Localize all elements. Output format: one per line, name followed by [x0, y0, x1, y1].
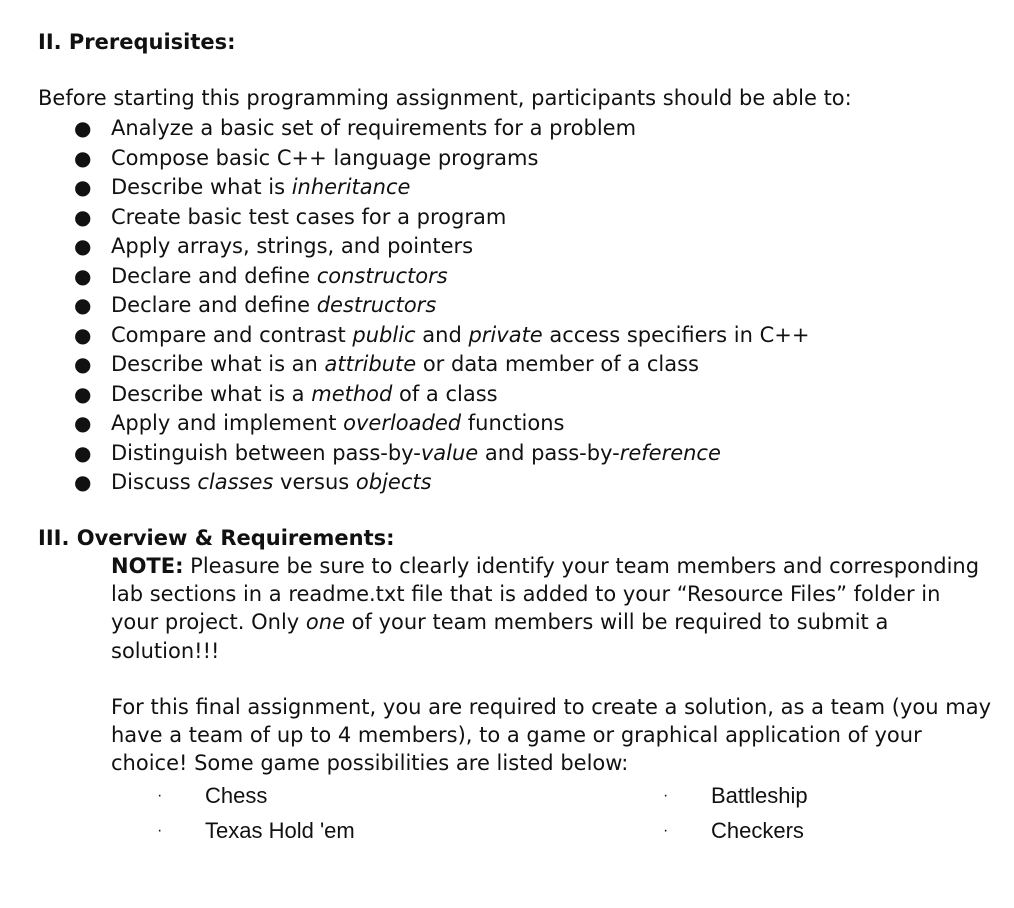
bullet-icon: ● — [74, 411, 92, 435]
game-label: Checkers — [711, 818, 804, 843]
emphasized-term: overloaded — [343, 411, 462, 435]
item-text: of a class — [392, 381, 498, 406]
item-text: Compose basic C++ language programs — [111, 145, 539, 170]
game-label: Texas Hold 'em — [205, 818, 355, 843]
item-text: versus — [273, 470, 356, 494]
item-text: Describe what is a — [111, 381, 312, 406]
game-option — [157, 782, 268, 810]
emphasized-term: inheritance — [291, 175, 411, 199]
item-text: functions — [461, 411, 565, 435]
note-emphasis: one — [305, 610, 345, 635]
emphasized-term: private — [468, 322, 543, 347]
item-text: Create basic test cases for a program — [111, 204, 507, 229]
bullet-icon: ● — [74, 175, 92, 199]
note-paragraph — [111, 552, 981, 665]
bullet-icon: ● — [74, 145, 92, 170]
prerequisites-intro: Before starting this programming assignment, participants should be able to: — [38, 86, 852, 110]
bullet-icon: ● — [74, 440, 92, 465]
emphasized-term: classes — [197, 470, 274, 494]
bullet-icon: ● — [74, 234, 92, 258]
emphasized-term: destructors — [316, 293, 437, 317]
item-text: Compare and contrast — [111, 322, 353, 347]
game-option — [663, 817, 804, 845]
emphasized-term: reference — [619, 440, 721, 465]
item-text: Apply arrays, strings, and pointers — [111, 234, 474, 258]
emphasized-term: attribute — [324, 352, 417, 376]
bullet-icon: ● — [74, 293, 92, 317]
prerequisite-item — [0, 144, 809, 174]
item-text: Distinguish between pass-by- — [111, 440, 421, 465]
item-text: Declare and define — [111, 293, 317, 317]
note-label: NOTE: — [111, 554, 184, 578]
prerequisite-item — [0, 203, 809, 233]
item-text: and — [415, 322, 469, 347]
prerequisite-item — [0, 468, 809, 498]
game-option — [663, 782, 808, 810]
game-label: Battleship — [711, 783, 808, 808]
bullet-icon: · — [157, 822, 163, 839]
note-text-start: Pleasure be sure to clearly identify your team members and corresponding lab sections in a readme.txt file that is added to your “Resource Files” folder in your project. Only — [111, 554, 980, 635]
prerequisite-item — [0, 439, 809, 469]
emphasized-term: constructors — [316, 263, 448, 288]
bullet-icon: ● — [74, 381, 92, 406]
prerequisites-list — [0, 114, 809, 498]
emphasized-term: objects — [355, 470, 432, 494]
bullet-icon: · — [663, 822, 669, 839]
prerequisite-item — [0, 321, 809, 351]
emphasized-term: public — [352, 322, 416, 347]
item-text: Analyze a basic set of requirements for a problem — [111, 116, 637, 140]
emphasized-term: value — [420, 440, 479, 465]
item-text: Describe what is an — [111, 352, 325, 376]
item-text: Declare and define — [111, 263, 317, 288]
game-option — [157, 817, 355, 845]
item-text: or data member of a class — [416, 352, 699, 376]
item-text: Apply and implement — [111, 411, 344, 435]
prerequisite-item — [0, 380, 809, 410]
bullet-icon: ● — [74, 204, 92, 229]
item-text: Discuss — [111, 470, 198, 494]
bullet-icon: ● — [74, 470, 92, 494]
item-text: and pass-by- — [478, 440, 620, 465]
prerequisite-item — [0, 262, 809, 292]
prerequisite-item — [0, 291, 809, 321]
bullet-icon: ● — [74, 352, 92, 376]
emphasized-term: method — [311, 381, 393, 406]
item-text: Describe what is — [111, 175, 292, 199]
bullet-icon: ● — [74, 116, 92, 140]
prerequisite-item — [0, 409, 809, 439]
bullet-icon: · — [663, 787, 669, 804]
assignment-paragraph: For this final assignment, you are required to create a solution, as a team (you may have a team of up to 4 members), to a game or graphical application of your choice! Some game possibilities are listed below: — [111, 695, 991, 776]
bullet-icon: ● — [74, 322, 92, 347]
overview-heading: III. Overview & Requirements: — [38, 526, 395, 550]
prerequisite-item — [0, 114, 809, 144]
bullet-icon: ● — [74, 263, 92, 288]
note-text-end: of your team members will be required to submit a solution!!! — [111, 610, 889, 663]
prerequisite-item — [0, 350, 809, 380]
bullet-icon: · — [157, 787, 163, 804]
prerequisite-item — [0, 173, 809, 203]
prerequisites-heading: II. Prerequisites: — [38, 30, 236, 54]
item-text: access specifiers in C++ — [542, 322, 810, 347]
game-label: Chess — [205, 783, 268, 808]
prerequisite-item — [0, 232, 809, 262]
